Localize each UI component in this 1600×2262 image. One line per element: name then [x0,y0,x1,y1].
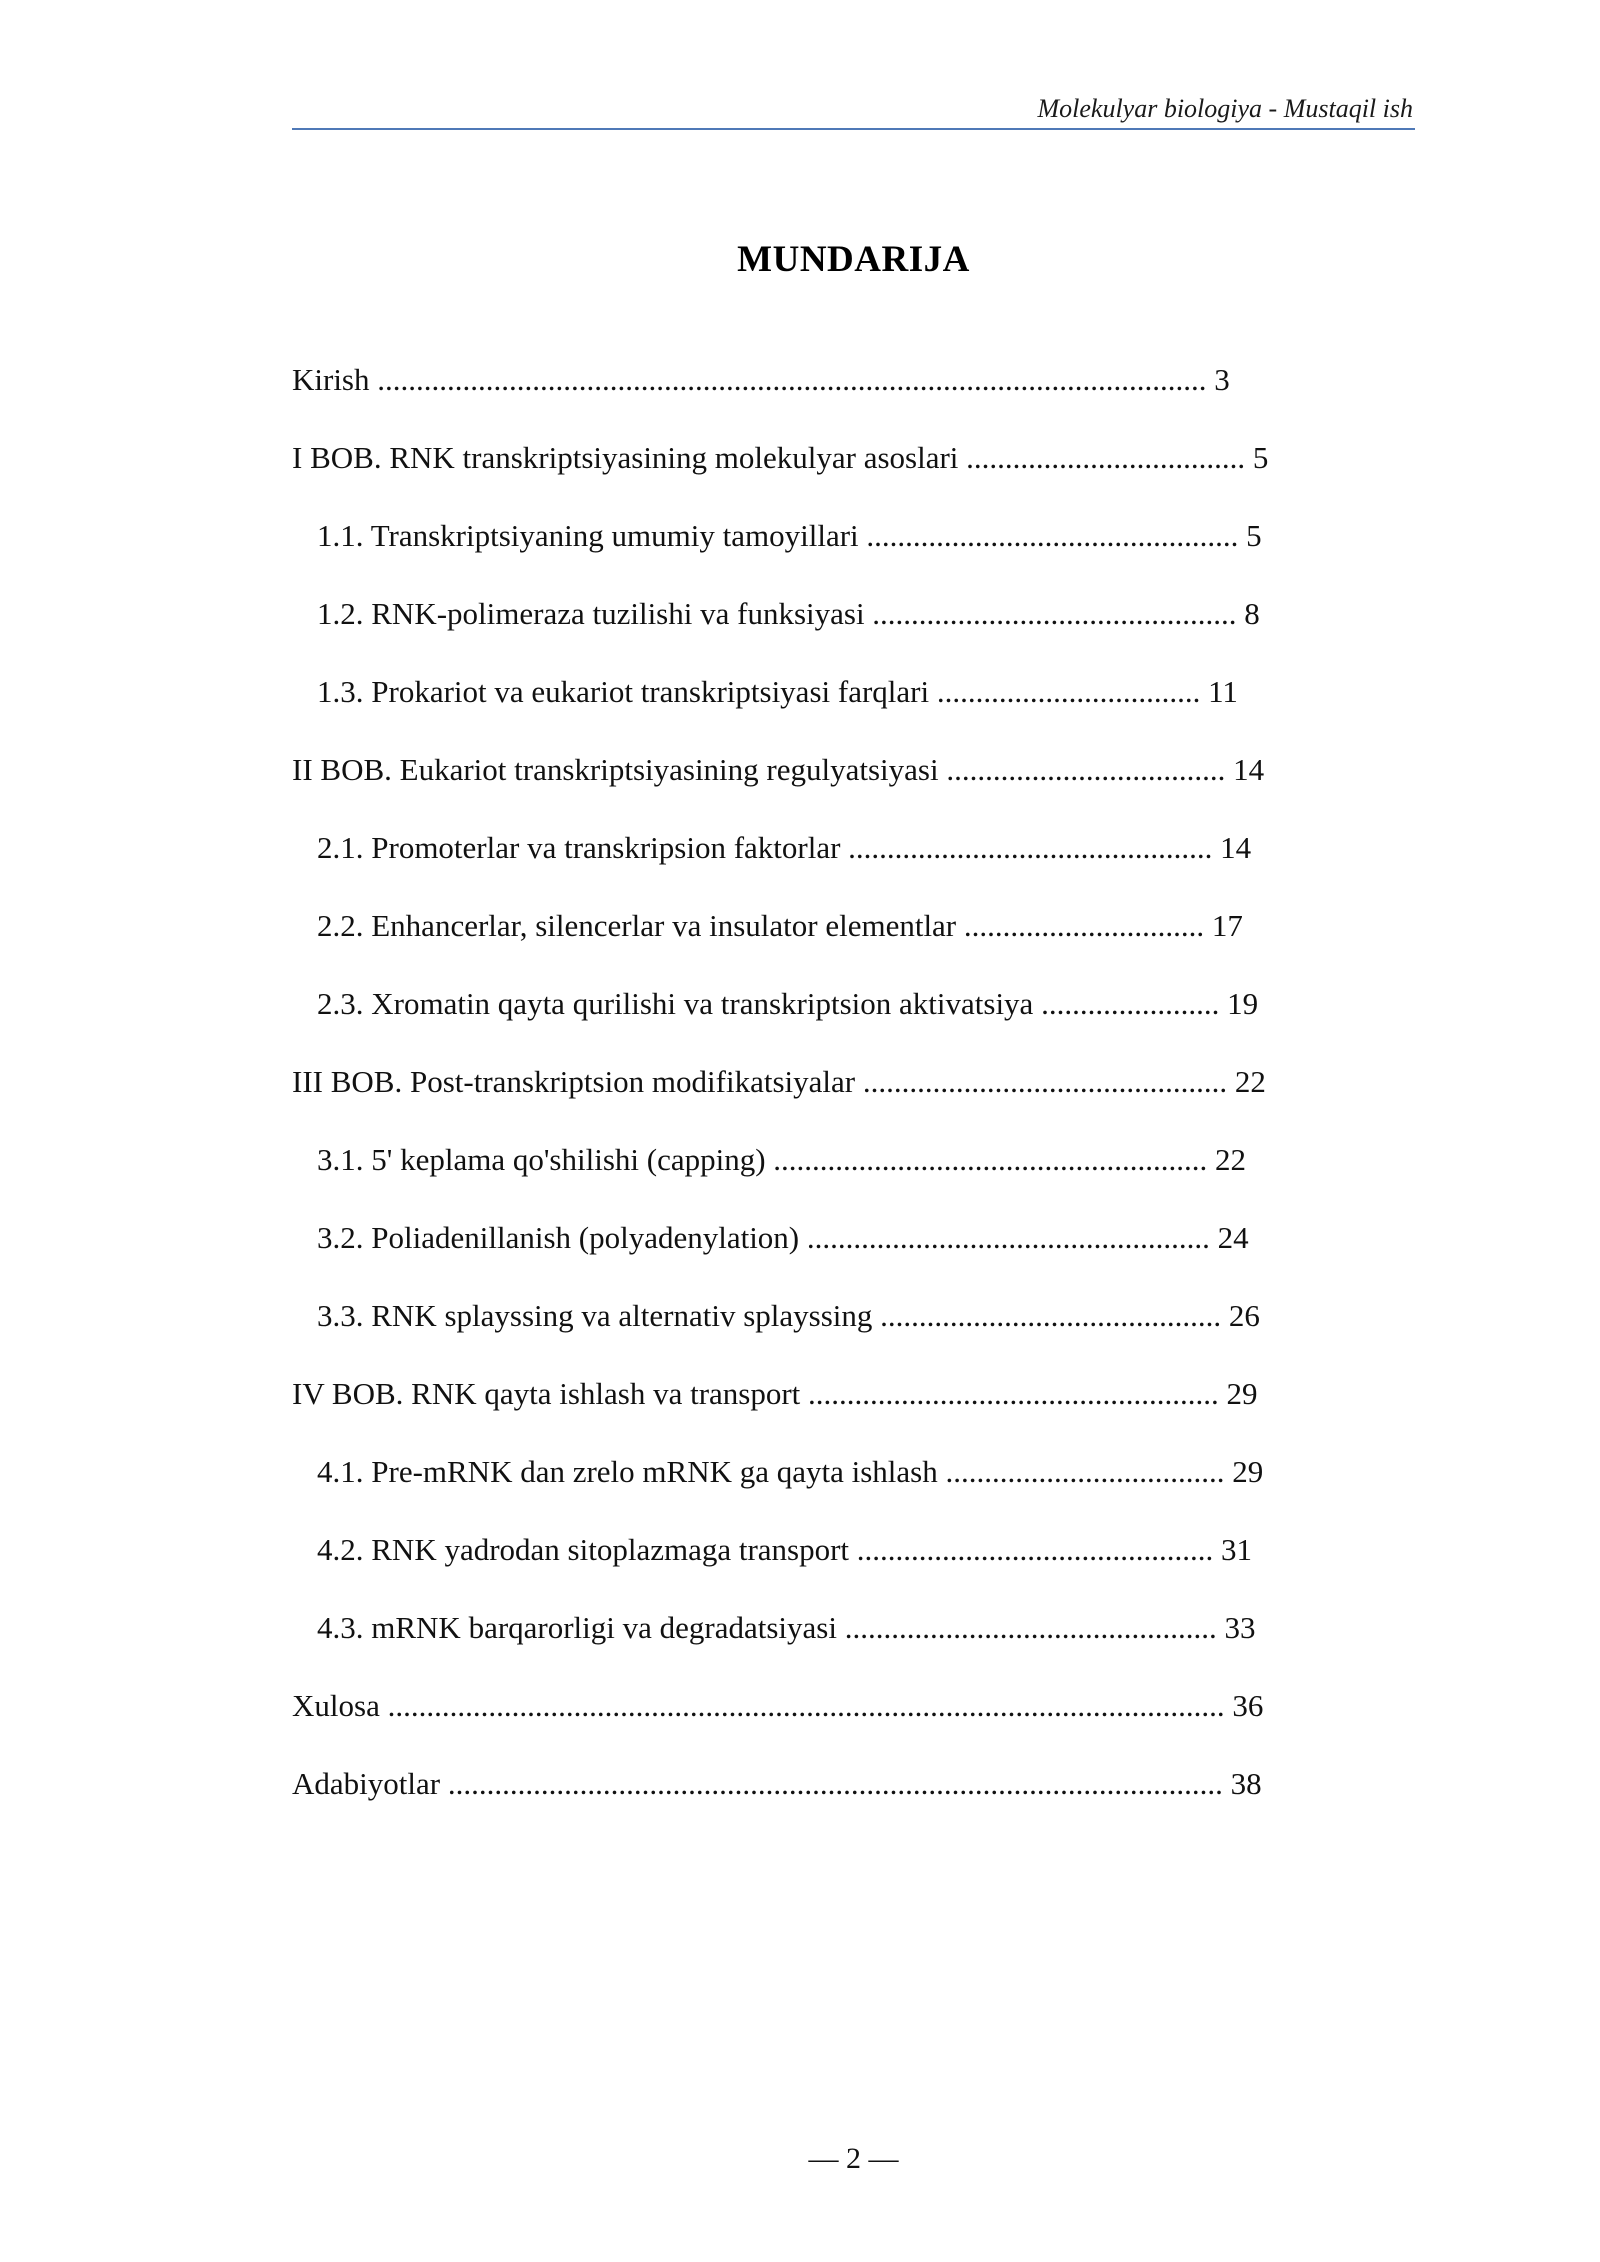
toc-entry-references[interactable]: Adabiyotlar .................................................................................................... 38 [292,1766,1262,1801]
toc-entry-section-1-1[interactable]: 1.1. Transkriptsiyaning umumiy tamoyillari ................................................ 5 [317,518,1262,553]
toc-entry-section-3-3[interactable]: 3.3. RNK splayssing va alternativ splayssing ............................................ 26 [317,1298,1260,1333]
toc-entry-introduction[interactable]: Kirish ........................................................................................................... 3 [292,362,1230,397]
toc-entry-section-2-1[interactable]: 2.1. Promoterlar va transkripsion faktorlar ............................................... 14 [317,830,1252,865]
toc-entry-section-1-2[interactable]: 1.2. RNK-polimeraza tuzilishi va funksiyasi ............................................... 8 [317,596,1260,631]
toc-entry-section-4-2[interactable]: 4.2. RNK yadrodan sitoplazmaga transport .............................................. 31 [317,1532,1253,1567]
toc-entry-chapter-1[interactable]: I BOB. RNK transkriptsiyasining molekulyar asoslari .................................... 5 [292,440,1269,475]
running-header [292,92,1415,130]
toc-entry-section-4-3[interactable]: 4.3. mRNK barqarorligi va degradatsiyasi ................................................ 33 [317,1610,1256,1645]
page-title: MUNDARIJA [737,239,970,280]
toc-entry-section-3-2[interactable]: 3.2. Poliadenillanish (polyadenylation) .................................................... 24 [317,1220,1249,1255]
toc-entry-chapter-4[interactable]: IV BOB. RNK qayta ishlash va transport ..................................................... 29 [292,1376,1258,1411]
toc-entry-chapter-3[interactable]: III BOB. Post-transkriptsion modifikatsiyalar ............................................... 22 [292,1064,1266,1099]
toc-entry-section-1-3[interactable]: 1.3. Prokariot va eukariot transkriptsiyasi farqlari .................................. 11 [317,674,1238,709]
toc-entry-section-3-1[interactable]: 3.1. 5' keplama qo'shilishi (capping) ........................................................ 22 [317,1142,1247,1177]
toc-entry-section-2-2[interactable]: 2.2. Enhancerlar, silencerlar va insulator elementlar ............................... 17 [317,908,1243,943]
toc-entry-section-2-3[interactable]: 2.3. Xromatin qayta qurilishi va transkriptsion aktivatsiya ....................... 19 [317,986,1259,1021]
toc-entry-chapter-2[interactable]: II BOB. Eukariot transkriptsiyasining regulyatsiyasi .................................... 14 [292,752,1265,787]
running-header-title: Molekulyar biologiya - Mustaqil ish [1037,94,1413,123]
page-number: — 2 — [808,2142,899,2175]
toc-entry-section-4-1[interactable]: 4.1. Pre-mRNK dan zrelo mRNK ga qayta ishlash .................................... 29 [317,1454,1264,1489]
toc-entry-conclusion[interactable]: Xulosa ............................................................................................................ 36 [292,1688,1264,1723]
